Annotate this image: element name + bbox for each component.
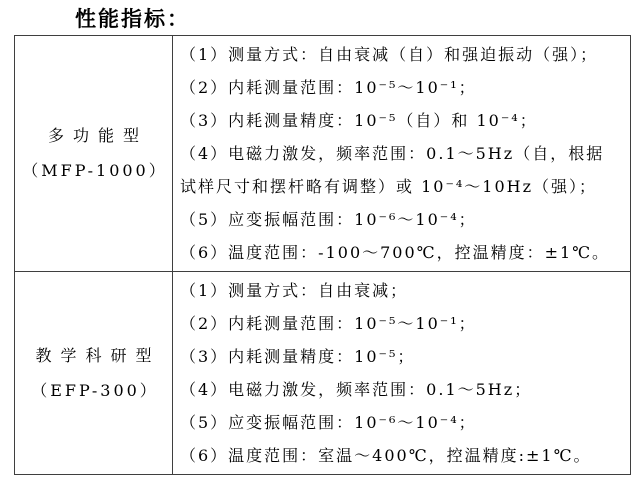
spec-table: [14, 35, 631, 475]
spec-line: （1）测量方式：自由衰减（自）和强迫振动（强）；: [180, 45, 599, 64]
type-model: （EFP-300）: [31, 380, 159, 400]
type-name: 教学科研型: [35, 345, 161, 365]
type-name: 多功能型: [47, 126, 148, 145]
table-row-education: [15, 272, 631, 475]
table-row-multifunction: [15, 36, 631, 272]
spec-line: （4）电磁力激发，频率范围：0.1～5Hz（自，根据试样尺寸和摆杆略有调整）或 10⁻⁴～10Hz（强）；: [180, 144, 605, 196]
document-page: [0, 5, 640, 475]
spec-line: （5）应变振幅范围：10⁻⁶～10⁻⁴；: [180, 413, 477, 432]
type-cell-multifunction: [15, 36, 173, 272]
spec-line: （3）内耗测量精度：10⁻⁵；: [180, 347, 416, 366]
spec-line: （6）温度范围：室温～400℃，控温精度:±1℃。: [180, 446, 592, 465]
type-model: （MFP-1000）: [22, 161, 168, 180]
spec-line: （2）内耗测量范围：10⁻⁵～10⁻¹；: [180, 314, 477, 333]
spec-line: （3）内耗测量精度：10⁻⁵（自）和 10⁻⁴；: [180, 111, 538, 130]
spec-line: （1）测量方式：自由衰减；: [180, 281, 409, 300]
spec-line: （2）内耗测量范围：10⁻⁵～10⁻¹；: [180, 78, 477, 97]
spec-cell-multifunction: [173, 36, 631, 272]
spec-cell-education: [173, 272, 631, 475]
spec-line: （6）温度范围：-100～700℃，控温精度：±1℃。: [180, 243, 611, 262]
page-title: 性能指标：: [75, 6, 190, 31]
type-cell-education: [15, 272, 173, 475]
spec-line: （4）电磁力激发，频率范围：0.1～5Hz；: [180, 380, 533, 399]
spec-line: （5）应变振幅范围：10⁻⁶～10⁻⁴；: [180, 210, 477, 229]
